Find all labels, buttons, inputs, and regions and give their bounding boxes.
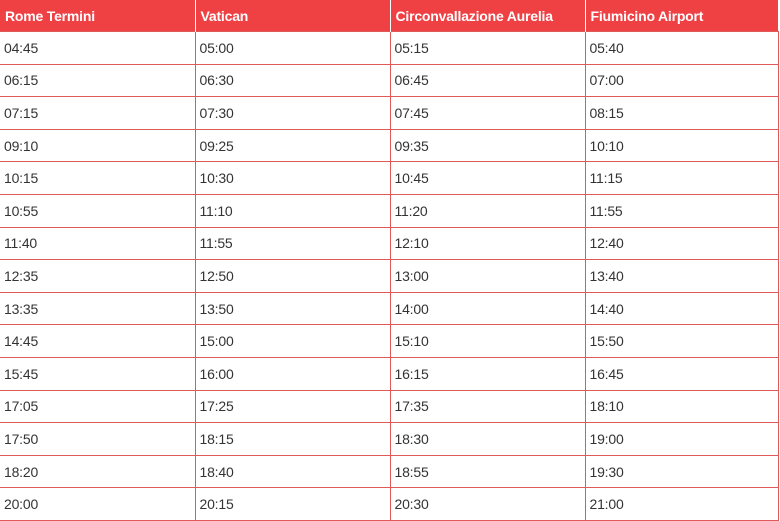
time-cell-fiumicino-airport: 10:10 [585,129,778,162]
table-row [0,194,778,227]
time-cell-fiumicino-airport: 15:50 [585,325,778,358]
time-cell-vatican: 05:00 [195,32,390,65]
time-cell-vatican: 20:15 [195,488,390,521]
time-cell-vatican: 12:50 [195,260,390,293]
time-cell-vatican: 16:00 [195,357,390,390]
table-row [0,325,778,358]
time-cell-fiumicino-airport: 21:00 [585,488,778,521]
time-cell-rome-termini: 10:55 [0,194,195,227]
time-cell-fiumicino-airport: 18:10 [585,390,778,423]
table-row [0,455,778,488]
table-row [0,390,778,423]
table-row [0,162,778,195]
time-cell-circonvallazione-aurelia: 06:45 [390,64,585,97]
time-cell-fiumicino-airport: 14:40 [585,292,778,325]
time-cell-circonvallazione-aurelia: 07:45 [390,97,585,130]
table-row [0,129,778,162]
header-row [0,0,778,32]
time-cell-circonvallazione-aurelia: 15:10 [390,325,585,358]
time-cell-fiumicino-airport: 08:15 [585,97,778,130]
table-row [0,227,778,260]
table-row [0,292,778,325]
time-cell-circonvallazione-aurelia: 10:45 [390,162,585,195]
time-cell-circonvallazione-aurelia: 18:30 [390,423,585,456]
table-row [0,423,778,456]
time-cell-rome-termini: 11:40 [0,227,195,260]
time-cell-vatican: 06:30 [195,64,390,97]
time-cell-vatican: 17:25 [195,390,390,423]
time-cell-rome-termini: 07:15 [0,97,195,130]
time-cell-fiumicino-airport: 11:15 [585,162,778,195]
time-cell-fiumicino-airport: 11:55 [585,194,778,227]
time-cell-rome-termini: 20:00 [0,488,195,521]
time-cell-vatican: 18:40 [195,455,390,488]
time-cell-fiumicino-airport: 05:40 [585,32,778,65]
time-cell-circonvallazione-aurelia: 16:15 [390,357,585,390]
time-cell-fiumicino-airport: 13:40 [585,260,778,293]
time-cell-rome-termini: 17:05 [0,390,195,423]
time-cell-fiumicino-airport: 12:40 [585,227,778,260]
time-cell-rome-termini: 17:50 [0,423,195,456]
time-cell-circonvallazione-aurelia: 17:35 [390,390,585,423]
time-cell-vatican: 07:30 [195,97,390,130]
time-cell-fiumicino-airport: 19:00 [585,423,778,456]
time-cell-rome-termini: 18:20 [0,455,195,488]
time-cell-fiumicino-airport: 07:00 [585,64,778,97]
time-cell-vatican: 11:55 [195,227,390,260]
time-cell-circonvallazione-aurelia: 18:55 [390,455,585,488]
time-cell-rome-termini: 04:45 [0,32,195,65]
time-cell-circonvallazione-aurelia: 13:00 [390,260,585,293]
time-cell-rome-termini: 15:45 [0,357,195,390]
time-cell-vatican: 10:30 [195,162,390,195]
column-header-fiumicino-airport: Fiumicino Airport [585,0,778,32]
time-cell-circonvallazione-aurelia: 20:30 [390,488,585,521]
column-header-rome-termini: Rome Termini [0,0,195,32]
time-cell-rome-termini: 14:45 [0,325,195,358]
column-header-circonvallazione-aurelia: Circonvallazione Aurelia [390,0,585,32]
time-cell-rome-termini: 09:10 [0,129,195,162]
time-cell-circonvallazione-aurelia: 14:00 [390,292,585,325]
time-cell-rome-termini: 12:35 [0,260,195,293]
time-cell-vatican: 18:15 [195,423,390,456]
time-cell-vatican: 09:25 [195,129,390,162]
table-row [0,32,778,65]
table-row [0,488,778,521]
time-cell-circonvallazione-aurelia: 12:10 [390,227,585,260]
time-cell-vatican: 15:00 [195,325,390,358]
time-cell-rome-termini: 10:15 [0,162,195,195]
table-body [0,32,778,521]
time-cell-circonvallazione-aurelia: 05:15 [390,32,585,65]
time-cell-fiumicino-airport: 19:30 [585,455,778,488]
time-cell-circonvallazione-aurelia: 09:35 [390,129,585,162]
time-cell-fiumicino-airport: 16:45 [585,357,778,390]
time-cell-circonvallazione-aurelia: 11:20 [390,194,585,227]
table-row [0,260,778,293]
table-row [0,64,778,97]
time-cell-vatican: 13:50 [195,292,390,325]
time-cell-vatican: 11:10 [195,194,390,227]
column-header-vatican: Vatican [195,0,390,32]
time-cell-rome-termini: 13:35 [0,292,195,325]
table-row [0,357,778,390]
time-cell-rome-termini: 06:15 [0,64,195,97]
table-row [0,97,778,130]
